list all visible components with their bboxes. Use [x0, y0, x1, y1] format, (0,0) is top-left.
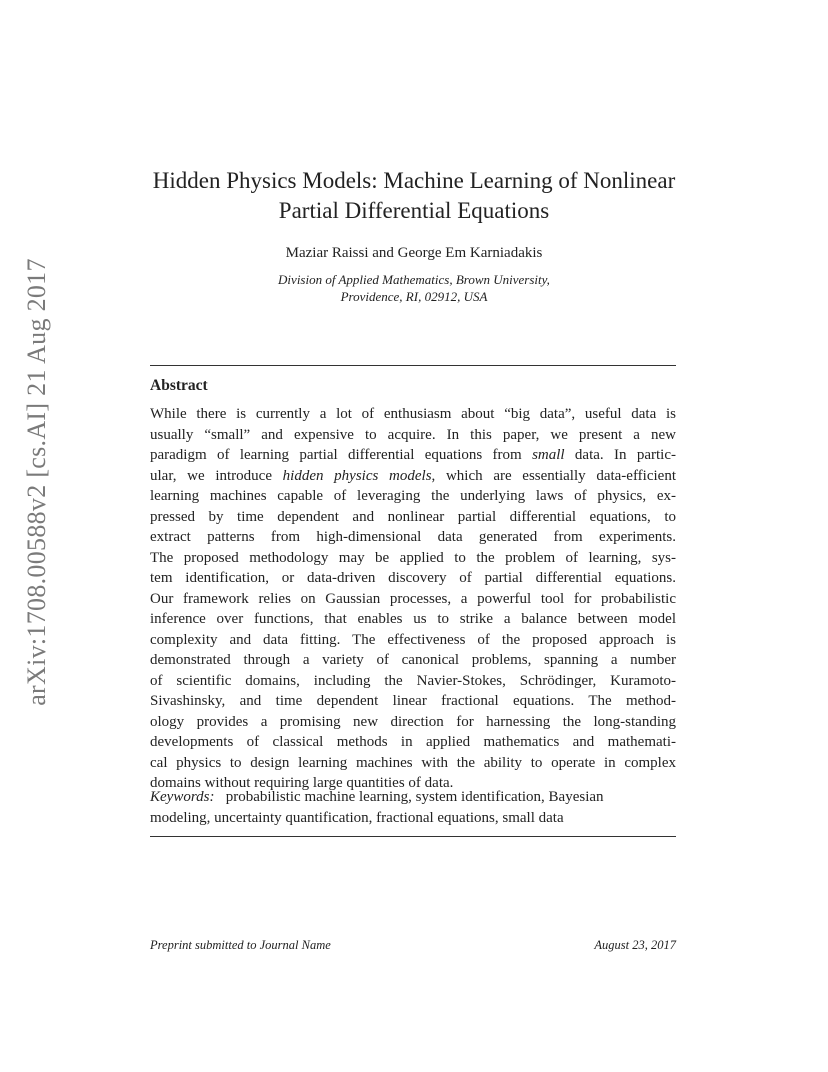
abstract-line: learning machines capable of leveraging the underlying laws of physics, ex- — [150, 488, 676, 504]
abstract-emphasis: small — [532, 447, 565, 463]
abstract-line: of scientific domains, including the Navier-Stokes, Schrödinger, Kuramoto- — [150, 672, 676, 689]
arxiv-identifier-stamp: arXiv:1708.00588v2 [cs.AI] 21 Aug 2017 — [22, 258, 51, 706]
abstract-line — [150, 445, 676, 466]
abstract-text: data. In partic- — [564, 447, 676, 463]
abstract-line: Sivashinsky, and time dependent linear fractional equations. The method- — [150, 693, 676, 709]
abstract-line: The proposed methodology may be applied to the problem of learning, sys- — [150, 549, 676, 566]
abstract-line: ology provides a promising new direction for harnessing the long-standing — [150, 713, 676, 730]
abstract-line: usually “small” and expensive to acquire. In this paper, we present a new — [150, 426, 676, 443]
paper-title — [0, 166, 828, 226]
top-divider — [150, 365, 676, 366]
abstract-line: While there is currently a lot of enthusiasm about “big data”, useful data is — [150, 406, 676, 422]
abstract-line: demonstrated through a variety of canonical problems, spanning a number — [150, 652, 676, 668]
abstract-line: domains without requiring large quantities of data. — [150, 775, 454, 791]
keywords-line — [150, 787, 676, 808]
preprint-date: August 23, 2017 — [594, 938, 676, 952]
abstract-line: pressed by time dependent and nonlinear partial differential equations, to — [150, 508, 676, 525]
abstract-line — [150, 466, 676, 487]
preprint-note: Preprint submitted to Journal Name — [150, 938, 331, 952]
abstract-heading: Abstract — [150, 377, 208, 394]
abstract-text: ular, we introduce — [150, 467, 283, 484]
abstract-line: developments of classical methods in applied mathematics and mathemati- — [150, 734, 676, 750]
abstract-line: inference over functions, that enables us to strike a balance between model — [150, 611, 676, 627]
abstract-line: complexity and data fitting. The effectiveness of the proposed approach is — [150, 631, 676, 648]
keywords-label: Keywords: — [150, 789, 215, 805]
abstract-line: extract patterns from high-dimensional data generated from experiments. — [150, 529, 676, 545]
affiliation-line: Division of Applied Mathematics, Brown University, — [278, 272, 550, 287]
abstract-emphasis: hidden physics models — [282, 467, 432, 484]
abstract-line: tem identification, or data-driven discovery of partial differential equations. — [150, 570, 676, 586]
keywords-line: modeling, uncertainty quantification, fractional equations, small data — [150, 809, 564, 826]
abstract-line: cal physics to design learning machines with the ability to operate in complex — [150, 754, 676, 771]
abstract-line: Our framework relies on Gaussian processes, a powerful tool for probabilistic — [150, 590, 676, 607]
abstract-text: , which are essentially data-efficient — [431, 467, 676, 484]
keywords-text: probabilistic machine learning, system identification, Bayesian — [225, 789, 604, 805]
abstract-body — [150, 404, 676, 794]
abstract-text: paradigm of learning partial differential equations from — [150, 447, 533, 463]
title-line: Hidden Physics Models: Machine Learning of Nonlinear — [152, 168, 676, 193]
bottom-divider — [150, 836, 676, 837]
title-line: Partial Differential Equations — [278, 198, 550, 223]
keywords-block — [150, 787, 676, 828]
author-affiliation — [0, 271, 828, 305]
author-list: Maziar Raissi and George Em Karniadakis — [285, 245, 543, 261]
affiliation-line: Providence, RI, 02912, USA — [340, 289, 488, 304]
